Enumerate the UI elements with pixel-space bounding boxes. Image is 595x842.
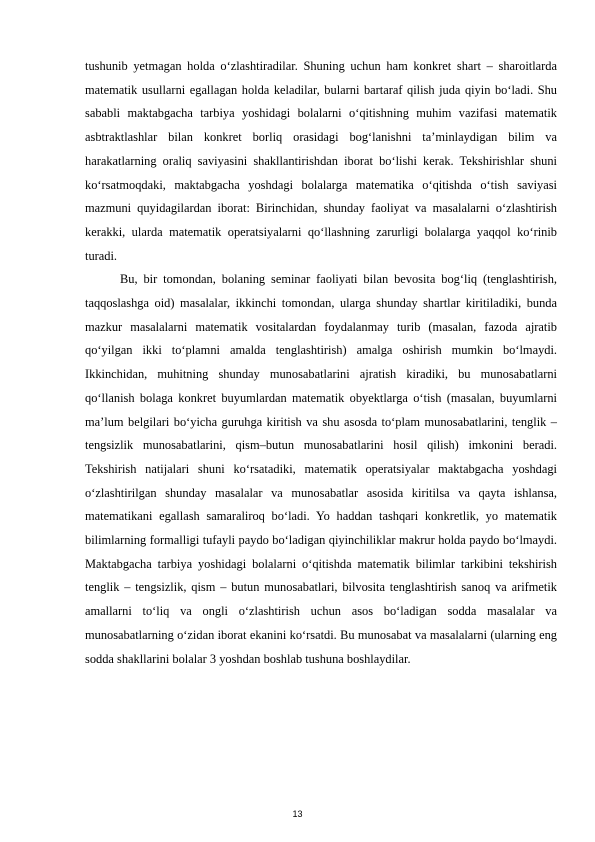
paragraph-1: tushunib yetmagan holda o‘zlashtiradilar. Shuning uchun ham konkret shart – sharoitlarda matematik usullarni egallagan holda keladilar, bularni bartaraf qilish juda qiyin bo‘ladi. Shu sababli maktabgacha tarbiya yoshidagi bolalarni o‘qitishning muhim vazifasi matematik asbtraktlashlar bilan konkret borliq orasidagi bog‘lanishni ta’minlaydigan bilim va harakatlarning oraliq saviyasini shakllantirishdan iborat bo‘lishi kerak. Tekshirishlar shuni ko‘rsatmoqdaki, maktabgacha yoshdagi bolalarga matematika o‘qitishda o‘tish saviyasi mazmuni quyidagilardan iborat: Birinchidan, shunday faoliyat va masalalarni o‘zlashtirish kerakki, ularda matematik operatsiyalarni qo‘llashning zarurligi bolalarga yaqqol ko‘rinib turadi. [85,59,557,263]
paragraph-2: Bu, bir tomondan, bolaning seminar faoliyati bilan bevosita bog‘liq (tenglashtirish, taqqoslashga oid) masalalar, ikkinchi tomondan, ularga shunday shartlar kiritiladiki, bunda mazkur masalalarni matematik vositalardan foydalanmay turib (masalan, fazoda ajratib qo‘yilgan ikki to‘plamni amalda tenglashtirish) amalga oshirish mumkin bo‘lmaydi. Ikkinchidan, muhitning shunday munosabatlarini ajratish kiradiki, bu munosabatlarni qo‘llanish bolaga konkret buyumlardan matematik obyektlarga o‘tish (masalan, buyumlarni ma’lum belgilari bo‘yicha guruhga kiritish va shu asosda to‘plam munosabatlarini, tenglik – tengsizlik munosabatlarini, qism–butun munosabatlarini hosil qilish) imkonini beradi. Tekshirish natijalari shuni ko‘rsatadiki, matematik operatsiyalar maktabgacha yoshdagi o‘zlashtirilgan shunday masalalar va munosabatlar asosida kiritilsa va qayta ishlansa, matematikani egallash samaraliroq bo‘ladi. Yo haddan tashqari konkretlik, yo matematik bilimlarning formalligi tufayli paydo bo‘ladigan qiyinchiliklar makrur holda paydo bo‘lmaydi. Maktabgacha tarbiya yoshidagi bolalarni o‘qitishda matematik bilimlar tarkibini tekshirish tenglik – tengsizlik, qism – butun munosabatlari, bilvosita tenglashtirish sanoq va arifmetik amallarni to‘liq va ongli o‘zlashtirish uchun asos bo‘ladigan sodda masalalar va munosabatlarning o‘zidan iborat ekanini ko‘rsatdi. Bu munosabat va masalalarni (ularning eng sodda shakllarini bolalar 3 yoshdan boshlab tushuna boshlaydilar. [85,272,557,666]
page-number: 13 [292,809,303,819]
body-text [85,55,557,671]
